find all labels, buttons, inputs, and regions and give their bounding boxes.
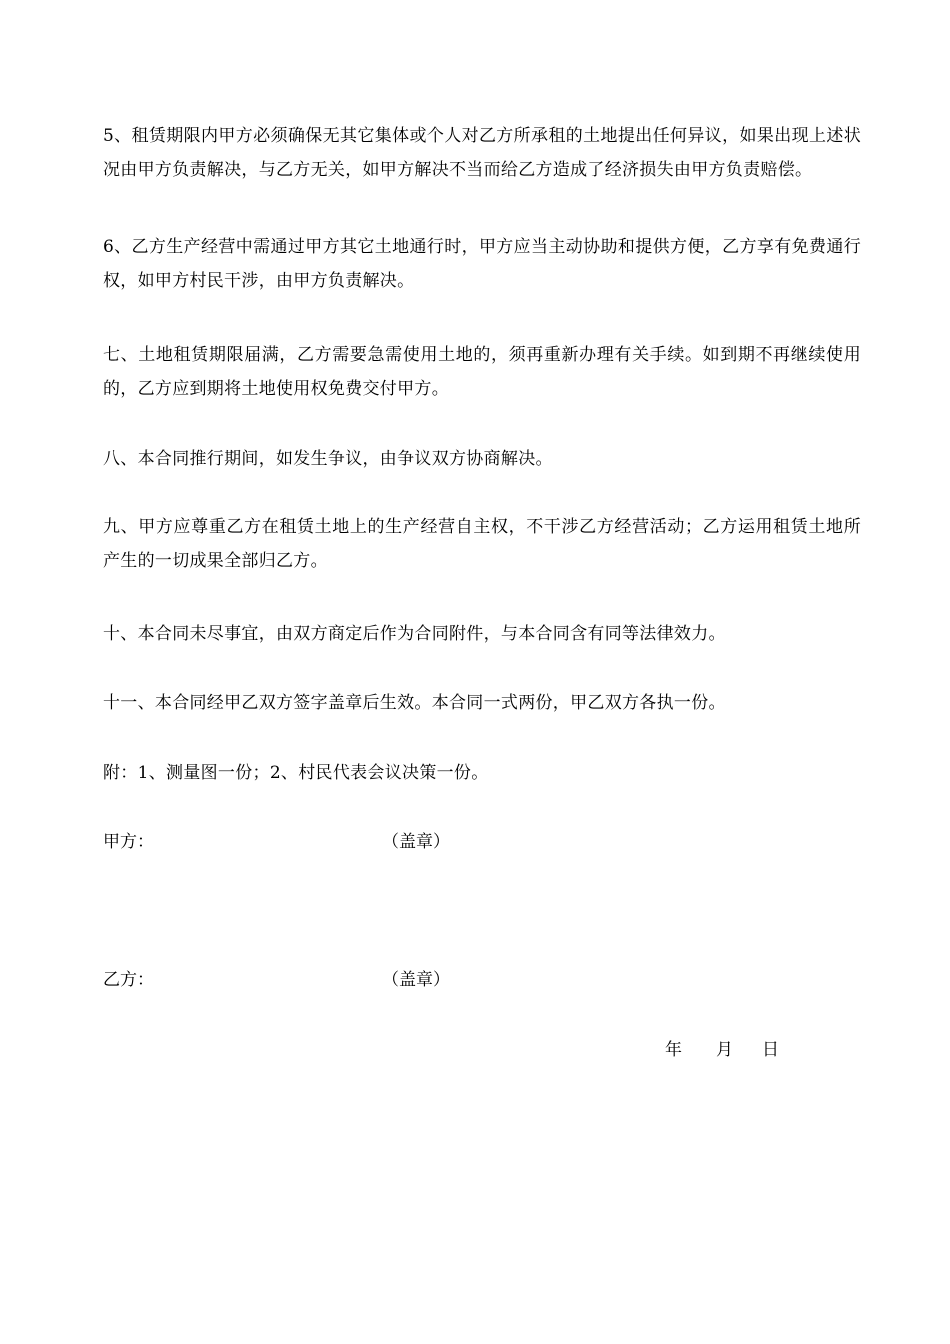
party-b-label: 乙方：: [103, 970, 154, 990]
clause-10: 十、本合同未尽事宜，由双方商定后作为合同附件，与本合同含有同等法律效力。: [103, 624, 726, 644]
clause-9: 九、甲方应尊重乙方在租赁土地上的生产经营自主权，不干涉乙方经营活动；乙方运用租赁土地所产生的一切成果全部归乙方。: [103, 517, 861, 571]
clause-6: 6、乙方生产经营中需通过甲方其它土地通行时，甲方应当主动协助和提供方便，乙方享有免费通行权，如甲方村民干涉，由甲方负责解决。: [103, 237, 861, 291]
date-day: 日: [762, 1040, 779, 1060]
clause-7: 七、土地租赁期限届满，乙方需要急需使用土地的，须再重新办理有关手续。如到期不再继续使用的，乙方应到期将土地使用权免费交付甲方。: [103, 345, 861, 399]
date-month: 月: [716, 1040, 733, 1060]
party-a-seal: （盖章）: [382, 832, 450, 852]
date-year: 年: [665, 1040, 682, 1060]
clause-8: 八、本合同推行期间，如发生争议，由争议双方协商解决。: [103, 449, 553, 469]
clause-5: 5、租赁期限内甲方必须确保无其它集体或个人对乙方所承租的土地提出任何异议，如果出现上述状况由甲方负责解决，与乙方无关，如甲方解决不当而给乙方造成了经济损失由甲方负责赔偿。: [103, 126, 861, 180]
party-a-label: 甲方：: [103, 832, 154, 852]
clause-11: 十一、本合同经甲乙双方签字盖章后生效。本合同一式两份，甲乙双方各执一份。: [103, 693, 726, 713]
appendix-line: 附：1、测量图一份；2、村民代表会议决策一份。: [103, 763, 489, 783]
party-b-seal: （盖章）: [382, 970, 450, 990]
